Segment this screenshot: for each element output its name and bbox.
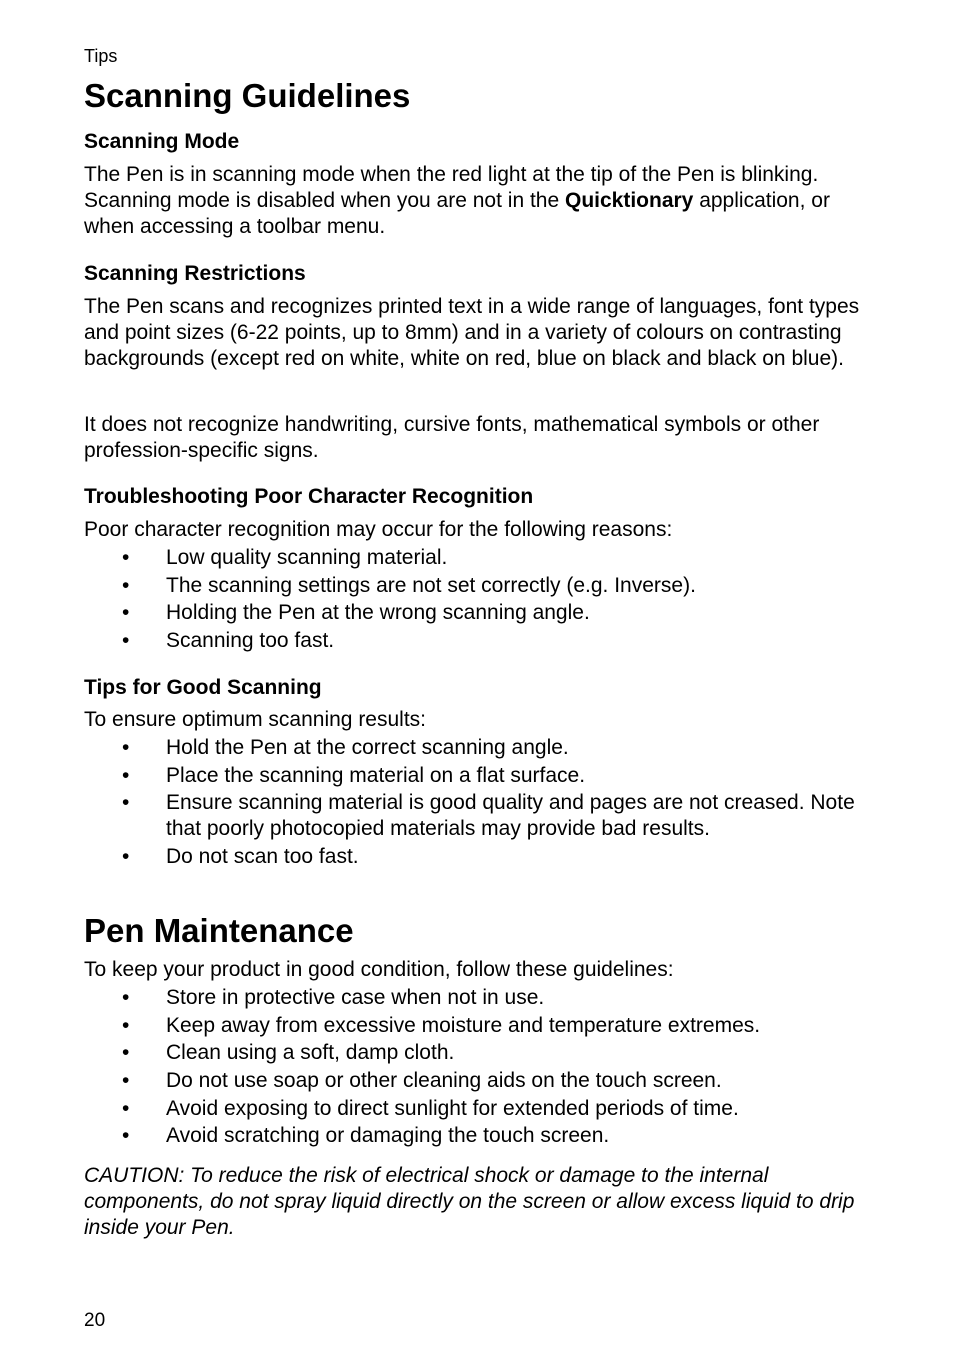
list-item: • Store in protective case when not in use.	[122, 986, 545, 1009]
list-item: • Do not use soap or other cleaning aids on the touch screen.	[122, 1069, 722, 1093]
bullet-icon: •	[122, 986, 130, 1009]
bullet-icon: •	[122, 573, 130, 597]
bullet-icon: •	[122, 1124, 130, 1148]
list-item: • Ensure scanning material is good quality and pages are not creased. Note that poorly photocopied materials may provide bad results.	[122, 791, 855, 841]
bullet-icon: •	[122, 601, 130, 625]
list-maintenance	[84, 985, 884, 1151]
list-item: • Low quality scanning material.	[122, 546, 448, 569]
list-item: • Avoid scratching or damaging the touch screen.	[122, 1124, 610, 1148]
list-item: • Holding the Pen at the wrong scanning angle.	[122, 601, 590, 625]
subheading-troubleshooting: Troubleshooting Poor Character Recognition	[84, 485, 534, 508]
bullet-icon: •	[122, 763, 130, 787]
list-item: • Hold the Pen at the correct scanning angle.	[122, 736, 569, 759]
bullet-icon: •	[122, 845, 130, 869]
list-item: • The scanning settings are not set correctly (e.g. Inverse).	[122, 573, 696, 597]
list-item: • Avoid exposing to direct sunlight for extended periods of time.	[122, 1096, 739, 1120]
subheading-tips: Tips for Good Scanning	[84, 676, 322, 699]
list-item: • Do not scan too fast.	[122, 845, 359, 869]
subheading-scanning-restrictions: Scanning Restrictions	[84, 262, 306, 285]
bullet-icon: •	[122, 629, 130, 653]
bullet-icon: •	[122, 1096, 130, 1120]
bullet-icon: •	[122, 1041, 130, 1065]
paragraph-text: The Pen is in scanning mode when the red light at the tip of the Pen is blinking. Scanning mode is disabled when you are not in the	[84, 163, 819, 212]
list-item: • Place the scanning material on a flat surface.	[122, 763, 586, 787]
app-name-bold: Quicktionary	[564, 189, 694, 212]
paragraph-tips-intro: To ensure optimum scanning results:	[84, 708, 426, 731]
paragraph-text: application, or when accessing a toolbar menu.	[84, 189, 830, 238]
running-header: Tips	[84, 46, 118, 66]
bullet-icon: •	[122, 736, 130, 759]
section-title-scanning-guidelines: Scanning Guidelines	[84, 77, 411, 114]
list-item: • Clean using a soft, damp cloth.	[122, 1041, 455, 1065]
list-item: • Scanning too fast.	[122, 629, 335, 653]
bullet-icon: •	[122, 1069, 130, 1093]
section-title-pen-maintenance: Pen Maintenance	[84, 912, 354, 949]
paragraph-restrictions-1: The Pen scans and recognizes printed text in a wide range of languages, font types and point sizes (6-22 points, up to 8mm) and in a variety of colours on contrasting backgrounds (except red on white, white on red, blue on black and black on blue).	[84, 295, 860, 370]
subheading-scanning-mode: Scanning Mode	[84, 130, 240, 153]
bullet-icon: •	[122, 791, 130, 815]
paragraph-maintenance-intro: To keep your product in good condition, follow these guidelines:	[84, 958, 674, 981]
bullet-icon: •	[122, 1013, 130, 1037]
caution-note: CAUTION: To reduce the risk of electrical shock or damage to the internal components, do not spray liquid directly on the screen or allow excess liquid to drip inside your Pen.	[84, 1164, 855, 1239]
list-troubleshooting	[84, 545, 884, 656]
bullet-icon: •	[122, 546, 130, 569]
list-item: • Keep away from excessive moisture and temperature extremes.	[122, 1013, 761, 1037]
page-number: 20	[84, 1310, 106, 1331]
paragraph-restrictions-2: It does not recognize handwriting, cursive fonts, mathematical symbols or other profession-specific signs.	[84, 413, 820, 462]
paragraph-troubleshooting-intro: Poor character recognition may occur for the following reasons:	[84, 518, 673, 541]
paragraph-scanning-mode	[84, 162, 884, 240]
list-tips	[84, 735, 884, 872]
